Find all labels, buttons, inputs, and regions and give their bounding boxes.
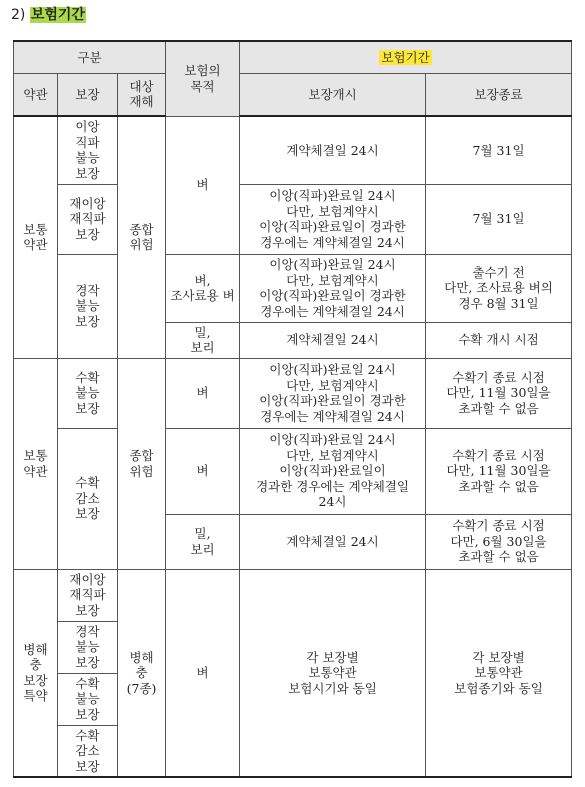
s1-bojang-1 (58, 116, 118, 184)
line: 경우에는 계약체결일 24시 (260, 303, 405, 319)
line: 불능 (75, 298, 100, 314)
line: 보장 (75, 400, 100, 416)
line: 수확 (75, 369, 100, 385)
line: 다만, 보험계약시 (286, 447, 379, 463)
line: 불능 (75, 150, 100, 166)
s2-obj-1: 벼 (166, 358, 240, 428)
s2-target (118, 358, 166, 569)
s1-start-4: 계약체결일 24시 (240, 322, 426, 358)
section-number: 2) (11, 7, 26, 23)
line: 재이앙 (69, 195, 106, 211)
header-purpose-line: 보험의 (184, 63, 221, 79)
s3-obj: 벼 (166, 569, 240, 777)
line: 불능 (75, 639, 100, 655)
line: 다만, 보험계약시 (286, 203, 379, 219)
table-row (14, 569, 572, 621)
line: 재직파 (69, 211, 106, 227)
line: 다만, 보험계약시 (286, 272, 379, 288)
s3-yakgwan (14, 569, 58, 777)
line: 위험 (129, 237, 154, 253)
line: 초과할 수 없음 (458, 478, 539, 494)
table-row (14, 184, 572, 254)
section-title: 보험기간 (30, 7, 85, 23)
header-target-line: 대상 (129, 78, 154, 94)
line: 이앙 (75, 119, 100, 135)
s3-end (426, 569, 572, 777)
header-bojang: 보장 (58, 73, 118, 116)
s1-wheat (166, 322, 240, 358)
header-row-2 (14, 73, 572, 116)
line: 초과할 수 없음 (458, 549, 539, 565)
line: 24시 (318, 494, 347, 510)
line: 보장 (75, 654, 100, 670)
s3-start (240, 569, 426, 777)
line: 보험시기와 동일 (288, 680, 377, 696)
line: 이앙(직파)완료일이 경과한 (259, 288, 406, 303)
line: 보장 (75, 706, 100, 722)
line: 감소 (75, 490, 100, 506)
line: 다만, 조사료용 벼의 (444, 280, 553, 296)
s1-start-3 (240, 254, 426, 322)
line: 불능 (75, 691, 100, 707)
header-period (240, 41, 572, 73)
line: 보장 (75, 758, 100, 774)
line: 경작 (75, 623, 100, 639)
s3-bojang-1 (58, 569, 118, 621)
s2-bojang-1 (58, 358, 118, 428)
line: 수확기 종료 시점 (452, 369, 545, 385)
s1-end-1: 7월 31일 (426, 116, 572, 184)
table-row (14, 254, 572, 322)
line: 충 (135, 665, 148, 680)
line: 이앙(직파)완료일이 경과한 (259, 219, 406, 234)
s2-bojang-2 (58, 428, 118, 569)
line: 보통약관 (474, 665, 523, 680)
line: 재이앙 (69, 571, 106, 587)
line: 약관 (23, 237, 48, 253)
line: 수확 (75, 675, 100, 691)
line: 특약 (23, 688, 48, 704)
header-purpose-line: 목적 (190, 78, 215, 94)
line: 경작 (75, 282, 100, 298)
line: 보장 (75, 226, 100, 242)
header-gubun: 구분 (14, 41, 166, 73)
s3-bojang-4 (58, 725, 118, 777)
line: 병해 (129, 649, 154, 665)
s1-yakgwan (14, 116, 58, 358)
s2-obj-2: 벼 (166, 428, 240, 514)
s1-bojang-2 (58, 184, 118, 254)
line: 밀, (194, 526, 211, 541)
header-target-line: 재해 (129, 94, 154, 110)
line: 다만, 보험계약시 (286, 377, 379, 393)
s1-target (118, 116, 166, 358)
s2-end-1 (426, 358, 572, 428)
s1-rice-feed (166, 254, 240, 322)
line: 재직파 (69, 587, 106, 603)
line: 충 (29, 657, 42, 673)
header-period-label: 보험기간 (381, 49, 430, 65)
line: 각 보장별 (472, 649, 525, 665)
s1-bojang-3 (58, 254, 118, 358)
line: 조사료용 벼 (170, 288, 235, 303)
line: 수확기 종료 시점 (452, 518, 545, 534)
line: 이앙(직파)완료일 24시 (269, 257, 396, 272)
s2-obj-3 (166, 514, 240, 569)
header-start: 보장개시 (240, 73, 426, 116)
line: 이앙(직파)완료일이 (279, 463, 386, 479)
line: 보리 (190, 541, 215, 557)
line: 보통 (23, 448, 48, 463)
line: 각 보장별 (306, 649, 359, 665)
line: 보장 (75, 506, 100, 522)
line: 수확기 종료 시점 (452, 447, 545, 463)
line: 보장 (23, 672, 48, 688)
header-purpose (166, 41, 240, 116)
s1-end-2: 7월 31일 (426, 184, 572, 254)
line: 다만, 11월 30일을 (446, 463, 551, 479)
line: 경과한 경우에는 계약체결일 (256, 478, 409, 494)
line: 직파 (75, 134, 100, 150)
line: 보장 (75, 602, 100, 618)
line: 보장 (75, 165, 100, 181)
line: 경우에는 계약체결일 24시 (260, 234, 405, 250)
line: 보통약관 (308, 665, 357, 680)
line: 병해 (23, 641, 48, 657)
line: 종합 (129, 221, 154, 237)
line: 이앙(직파)완료일 24시 (269, 188, 396, 203)
line: 보험종기와 동일 (454, 680, 543, 696)
line: 약관 (23, 463, 48, 479)
line: 보리 (190, 340, 215, 355)
header-end: 보장종료 (426, 73, 572, 116)
s1-rice: 벼 (166, 116, 240, 254)
s2-end-2 (426, 428, 572, 514)
line: 수확 (75, 727, 100, 743)
line: 종합 (129, 448, 154, 463)
line: 불능 (75, 385, 100, 401)
table-row (14, 358, 572, 428)
s2-start-1 (240, 358, 426, 428)
header-row-1 (14, 41, 572, 73)
s3-bojang-2 (58, 621, 118, 673)
insurance-period-table (13, 40, 572, 778)
line: 이앙(직파)완료일이 경과한 (259, 393, 406, 408)
line: 초과할 수 없음 (458, 400, 539, 416)
line: 경우 8월 31일 (458, 295, 539, 311)
line: 보장 (75, 313, 100, 329)
line: 밀, (194, 324, 211, 340)
line: 벼, (194, 272, 211, 288)
s1-start-1: 계약체결일 24시 (240, 116, 426, 184)
section-heading (11, 5, 86, 25)
s1-end-4: 수확 개시 시점 (426, 322, 572, 358)
s2-end-3 (426, 514, 572, 569)
line: (7종) (126, 680, 157, 696)
s3-bojang-3 (58, 673, 118, 725)
s1-start-2 (240, 184, 426, 254)
header-yakgwan: 약관 (14, 73, 58, 116)
line: 감소 (75, 743, 100, 758)
s2-start-2 (240, 428, 426, 514)
s1-end-3 (426, 254, 572, 322)
s2-start-3: 계약체결일 24시 (240, 514, 426, 569)
table-row (14, 428, 572, 514)
s3-target (118, 569, 166, 777)
line: 이앙(직파)완료일 24시 (269, 432, 396, 448)
s2-yakgwan (14, 358, 58, 569)
line: 경우에는 계약체결일 24시 (260, 408, 405, 424)
header-target (118, 73, 166, 116)
line: 다만, 11월 30일을 (446, 385, 551, 401)
line: 이앙(직파)완료일 24시 (269, 362, 396, 377)
line: 보통 (23, 221, 48, 237)
line: 다만, 6월 30일을 (450, 533, 547, 549)
line: 수확 (75, 475, 100, 491)
line: 위험 (129, 463, 154, 479)
line: 출수기 전 (472, 264, 525, 280)
table-row (14, 116, 572, 184)
